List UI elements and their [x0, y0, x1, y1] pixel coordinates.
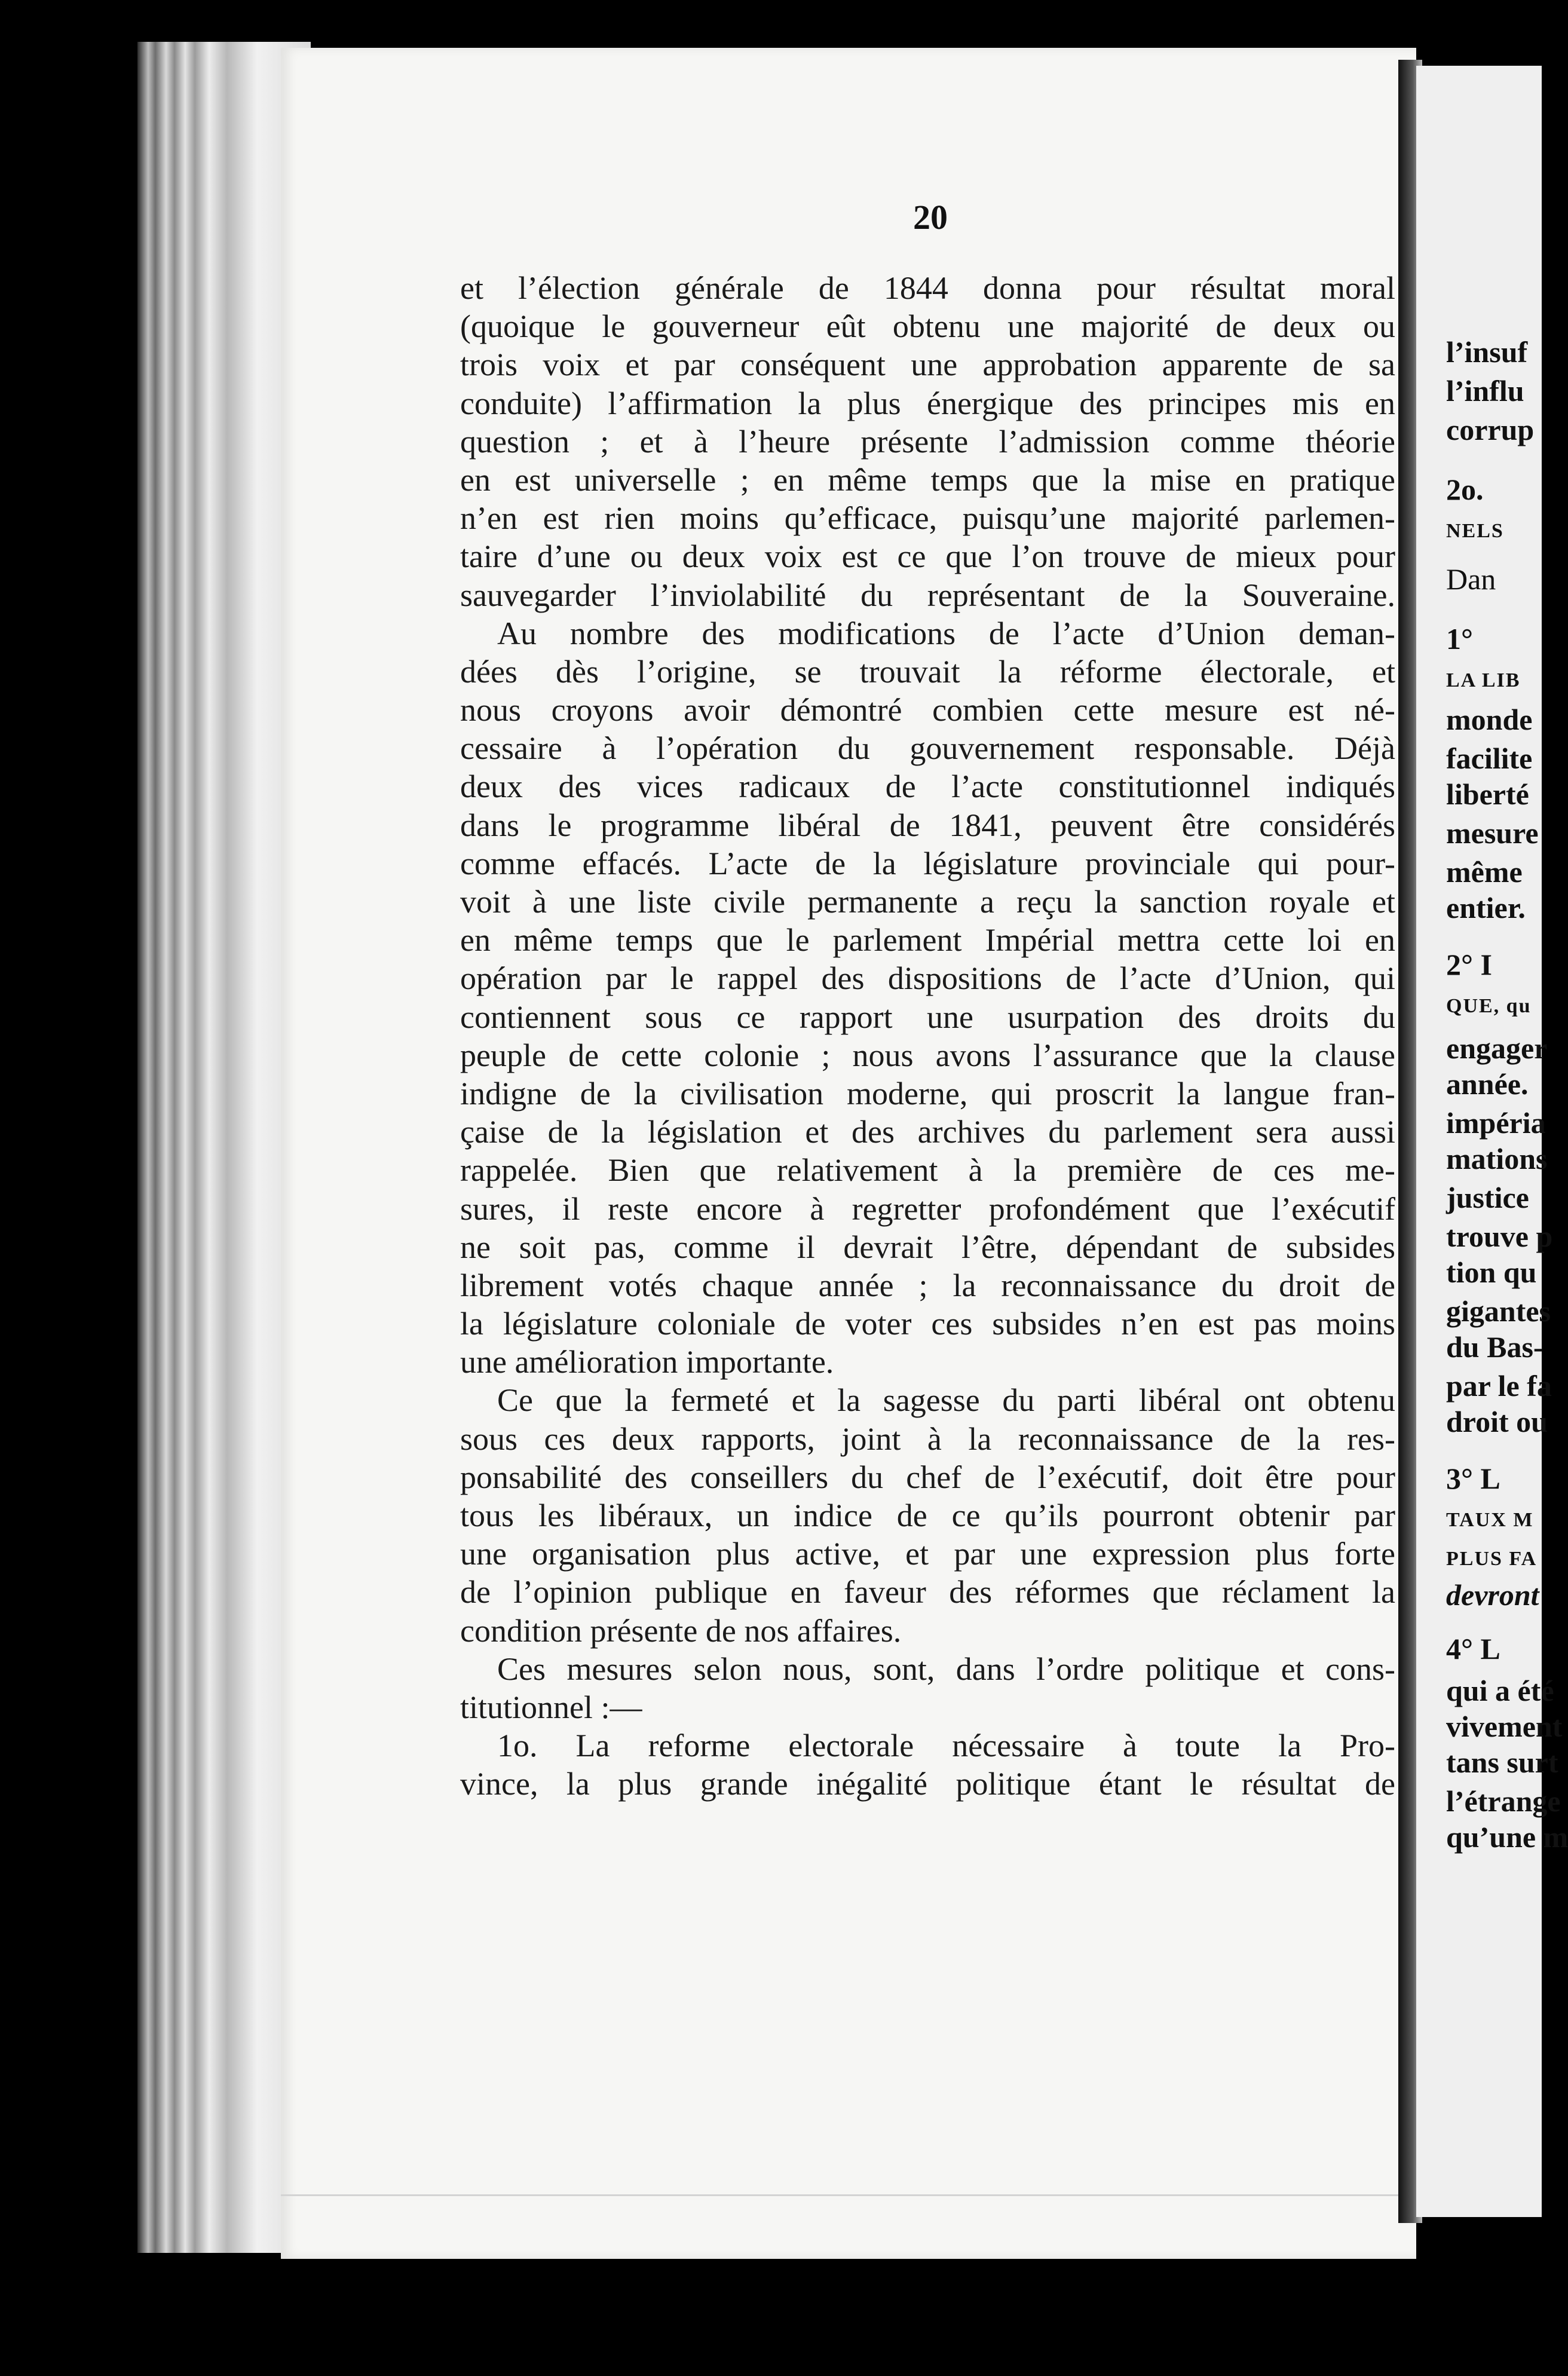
text-line: Ce que la fermeté et la sagesse du parti libéral ont obtenu — [497, 1382, 1395, 1419]
next-page-fragment: qui a été — [1446, 1674, 1554, 1707]
text-line: taire d’une ou deux voix est ce que l’on trouve de mieux pour — [460, 538, 1395, 575]
next-page-fragment: 3° L — [1446, 1462, 1500, 1495]
page-number: 20 — [913, 198, 948, 237]
text-line: ponsabilité des conseillers du chef de l’exécutif, doit être pour — [460, 1459, 1395, 1495]
next-page-fragment: du Bas- — [1446, 1330, 1544, 1364]
next-page-text — [1446, 0, 1568, 2376]
text-line: contiennent sous ce rapport une usurpation des droits du — [460, 999, 1395, 1035]
text-line: une organisation plus active, et par une expression plus forte — [460, 1536, 1395, 1572]
next-page-fragment: année. — [1446, 1067, 1529, 1101]
next-page-fragment: impéria — [1446, 1106, 1546, 1140]
next-page-fragment: par le fa — [1446, 1369, 1552, 1403]
text-line: en est universelle ; en même temps que la mise en pratique — [460, 461, 1395, 498]
text-line: sures, il reste encore à regretter profondément que l’exécutif — [460, 1190, 1395, 1227]
text-line: çaise de la législation et des archives du parlement sera aussi — [460, 1114, 1395, 1150]
next-page-fragment: tans surt — [1446, 1746, 1558, 1779]
text-line: indigne de la civilisation moderne, qui proscrit la langue fran- — [460, 1075, 1395, 1112]
text-line: tous les libéraux, un indice de ce qu’ils pourront obtenir par — [460, 1498, 1395, 1533]
next-page-fragment: 2o. — [1446, 473, 1484, 506]
next-page-fragment: entier. — [1446, 891, 1526, 924]
next-page-fragment: 4° L — [1446, 1632, 1500, 1665]
text-line: et l’élection générale de 1844 donna pour résultat moral — [460, 270, 1395, 306]
text-line: Au nombre des modifications de l’acte d’Union deman- — [497, 615, 1395, 651]
next-page-fragment: justice — [1446, 1181, 1529, 1214]
text-line: la législature coloniale de voter ces subsides n’en est pas moins — [460, 1306, 1395, 1342]
next-page-fragment: devront — [1446, 1578, 1539, 1612]
body-text — [460, 269, 1395, 1804]
text-line: condition présente de nos affaires. — [460, 1612, 902, 1649]
next-page-fragment: l’étrange — [1446, 1784, 1561, 1818]
text-line: question ; et à l’heure présente l’admission comme théorie — [460, 423, 1395, 460]
next-page-fragment: PLUS FA — [1446, 1548, 1538, 1570]
next-page-fragment: 1° — [1446, 622, 1473, 656]
text-line: dans le programme libéral de 1841, peuvent être considérés — [460, 807, 1395, 843]
text-line: sauvegarder l’inviolabilité du représentant de la Souveraine. — [460, 577, 1395, 613]
next-page-fragment: liberté — [1446, 777, 1529, 811]
text-line: cessaire à l’opération du gouvernement responsable. Déjà — [460, 730, 1395, 767]
next-page-fragment: 2° I — [1446, 948, 1492, 981]
next-page-fragment: Dan — [1446, 562, 1496, 596]
text-line: opération par le rappel des dispositions de l’acte d’Union, qui — [460, 960, 1395, 997]
next-page-fragment: engager — [1446, 1031, 1548, 1065]
next-page-fragment: corrup — [1446, 413, 1535, 446]
next-page-fragment: l’insuf — [1446, 335, 1528, 369]
next-page-fragment: tion qu — [1446, 1256, 1537, 1289]
next-page-fragment: trouve p — [1446, 1220, 1553, 1253]
text-line: trois voix et par conséquent une approbation apparente de sa — [460, 347, 1395, 383]
text-line: deux des vices radicaux de l’acte constitutionnel indiqués — [460, 768, 1395, 805]
text-line: en même temps que le parlement Impérial mettra cette loi en — [460, 922, 1395, 959]
text-line: vince, la plus grande inégalité politique étant le résultat de — [460, 1766, 1395, 1802]
next-page-fragment: mesure — [1446, 816, 1539, 850]
next-page-fragment: LA LIB — [1446, 669, 1521, 691]
text-line: n’en est rien moins qu’efficace, puisqu’une majorité parlemen- — [460, 500, 1395, 537]
text-line: titutionnel :— — [460, 1689, 642, 1725]
text-line: rappelée. Bien que relativement à la première de ces me- — [460, 1152, 1395, 1189]
text-line: Ces mesures selon nous, sont, dans l’ordre politique et cons- — [497, 1651, 1395, 1687]
text-line: nous croyons avoir démontré combien cette mesure est né- — [460, 692, 1395, 728]
next-page-fragment: QUE, qu — [1446, 995, 1532, 1017]
next-page-fragment: qu’une m — [1446, 1820, 1568, 1854]
next-page-fragment: mations — [1446, 1142, 1548, 1175]
text-line: voit à une liste civile permanente a reçu la sanction royale et — [460, 884, 1395, 920]
next-page-fragment: facilite — [1446, 742, 1533, 775]
text-line: sous ces deux rapports, joint à la reconnaissance de la res- — [460, 1420, 1395, 1457]
next-page-fragment: l’influ — [1446, 374, 1524, 408]
text-line: conduite) l’affirmation la plus énergique des principes mis en — [460, 385, 1395, 421]
text-line: librement votés chaque année ; la reconnaissance du droit de — [460, 1267, 1395, 1303]
page-bottom-rule — [281, 2194, 1398, 2196]
text-line: comme effacés. L’acte de la législature provinciale qui pour- — [460, 845, 1395, 881]
next-page-fragment: TAUX M — [1446, 1509, 1534, 1531]
text-line: une amélioration importante. — [460, 1344, 834, 1380]
text-line: peuple de cette colonie ; nous avons l’assurance que la clause — [460, 1037, 1395, 1073]
text-line: dées dès l’origine, se trouvait la réforme électorale, et — [460, 653, 1395, 690]
text-line: ne soit pas, comme il devrait l’être, dépendant de subsides — [460, 1229, 1395, 1265]
text-line: (quoique le gouverneur eût obtenu une majorité de deux ou — [460, 308, 1395, 345]
next-page-fragment: vivement — [1446, 1710, 1563, 1743]
next-page-fragment: monde — [1446, 703, 1533, 736]
next-page-fragment: NELS — [1446, 520, 1504, 542]
text-line: de l’opinion publique en faveur des réformes que réclament la — [460, 1574, 1395, 1610]
next-page-fragment: gigantes — [1446, 1294, 1551, 1328]
text-line: 1o. La reforme electorale nécessaire à toute la Pro- — [497, 1728, 1395, 1764]
next-page-fragment: droit ou — [1446, 1405, 1548, 1438]
next-page-fragment: même — [1446, 855, 1523, 889]
